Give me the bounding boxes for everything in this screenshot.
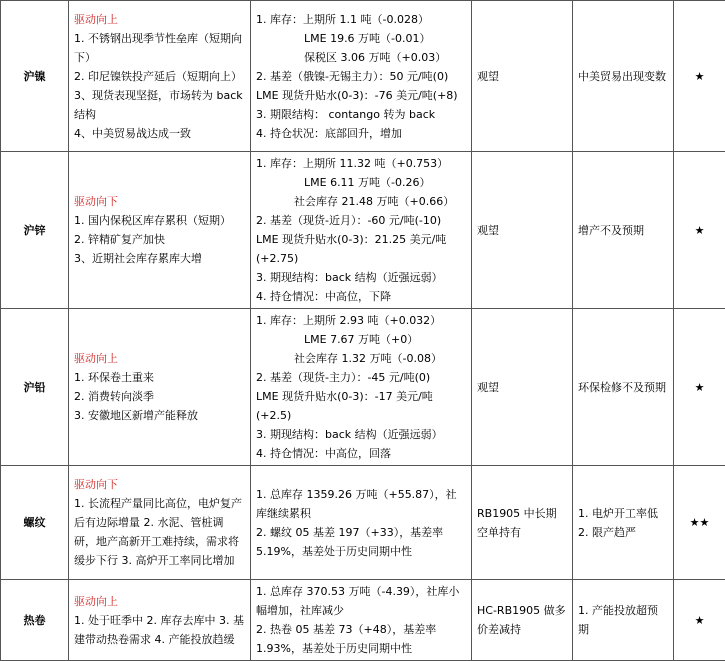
fundamentals-cell: 1. 总库存 370.53 万吨（-4.39），社库小幅增加，社库减少 2. 热卷 05 基差 73（+48），基差率 1.93%，基差处于历史同期中性: [251, 580, 472, 661]
fundamentals-cell: 1. 库存：上期所 1.1 吨（-0.028） LME 19.6 万吨（-0.01） 保税区 3.06 万吨（+0.03） 2. 基差（俄镍-无锡主力）：50 元/吨(0) LME 现货升贴水(0-3)：-76 美元/吨(+8) 3. 期限结构： contango 转为 back 4. 持仓状况：底部回升，增加: [251, 1, 472, 152]
rating-stars: ★★: [674, 466, 725, 580]
table-row: [1, 1, 725, 152]
strategy-cell: 观望: [472, 309, 573, 466]
strategy-cell: 观望: [472, 1, 573, 152]
drivers-cell: 驱动向上 1. 环保卷土重来 2. 消费转向淡季 3. 安徽地区新增产能释放: [69, 309, 251, 466]
table-row: [1, 152, 725, 309]
risk-cell: 增产不及预期: [573, 152, 674, 309]
driver-direction: 驱动向上: [74, 10, 245, 29]
rating-stars: ★: [674, 1, 725, 152]
rating-stars: ★: [674, 309, 725, 466]
table-row: [1, 580, 725, 661]
drivers-cell: 驱动向下 1. 长流程产量同比高位，电炉复产后有边际增量 2. 水泥、管桩调研，地产高新开工难持续，需求将缓步下行 3. 高炉开工率同比增加: [69, 466, 251, 580]
commodity-name: 螺纹: [1, 466, 69, 580]
risk-cell: 1. 产能投放超预期: [573, 580, 674, 661]
fundamentals-cell: 1. 总库存 1359.26 万吨（+55.87），社库继续累积 2. 螺纹 05 基差 197（+33），基差率 5.19%，基差处于历史同期中性: [251, 466, 472, 580]
driver-direction: 驱动向上: [74, 349, 245, 368]
driver-direction: 驱动向下: [74, 192, 245, 211]
rating-stars: ★: [674, 580, 725, 661]
driver-direction: 驱动向下: [74, 475, 245, 494]
strategy-cell: 观望: [472, 152, 573, 309]
risk-cell: 1. 电炉开工率低 2. 限产趋严: [573, 466, 674, 580]
fundamentals-cell: 1. 库存：上期所 11.32 吨（+0.753） LME 6.11 万吨（-0.26） 社会库存 21.48 万吨（+0.66） 2. 基差（现货-近月）：-60 元/吨(-10) LME 现货升贴水(0-3)：21.25 美元/吨 (+2.75) 3. 期现结构：back 结构（近强远弱） 4. 持仓情况：中高位，下降: [251, 152, 472, 309]
driver-direction: 驱动向上: [74, 592, 245, 611]
commodity-name: 热卷: [1, 580, 69, 661]
commodity-name: 沪铅: [1, 309, 69, 466]
drivers-cell: 驱动向上 1. 不锈钢出现季节性垒库（短期向下） 2. 印尼镍铁投产延后（短期向上） 3、现货表现坚挺，市场转为 back 结构 4、中美贸易战达成一致: [69, 1, 251, 152]
table-row: [1, 309, 725, 466]
risk-cell: 中美贸易出现变数: [573, 1, 674, 152]
fundamentals-cell: 1. 库存：上期所 2.93 吨（+0.032） LME 7.67 万吨（+0） 社会库存 1.32 万吨（-0.08） 2. 基差（现货-主力）：-45 元/吨(0) LME 现货升贴水(0-3)：-17 美元/吨 (+2.5) 3. 期现结构：back 结构（近强远弱） 4. 持仓情况：中高位，回落: [251, 309, 472, 466]
drivers-cell: 驱动向上 1. 处于旺季中 2. 库存去库中 3. 基建带动热卷需求 4. 产能投放趋缓: [69, 580, 251, 661]
table-row: [1, 466, 725, 580]
rating-stars: ★: [674, 152, 725, 309]
drivers-cell: 驱动向下 1. 国内保税区库存累积（短期） 2. 锌精矿复产加快 3、近期社会库存累库大增: [69, 152, 251, 309]
commodity-name: 沪镍: [1, 1, 69, 152]
commodity-name: 沪锌: [1, 152, 69, 309]
risk-cell: 环保检修不及预期: [573, 309, 674, 466]
strategy-cell: RB1905 中长期空单持有: [472, 466, 573, 580]
strategy-cell: HC-RB1905 做多价差减持: [472, 580, 573, 661]
